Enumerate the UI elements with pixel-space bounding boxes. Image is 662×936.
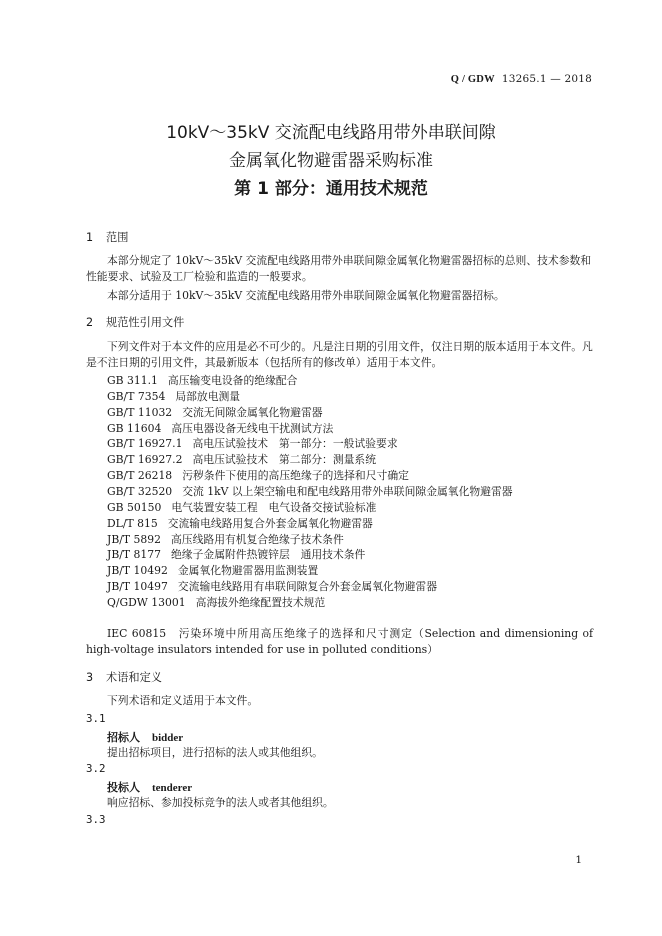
reference-item: [107, 373, 297, 388]
reference-title: 高压电器设备无线电干扰测试方法: [171, 421, 334, 435]
reference-item: [107, 389, 240, 404]
reference-item: [107, 547, 365, 562]
standard-number: [451, 73, 592, 85]
page-number: 1: [575, 854, 582, 866]
section-1-paragraph-2: 本部分适用于 10kV～35kV 交流配电线路用带外串联间隙金属氧化物避雷器招标。: [107, 289, 505, 302]
reference-code: GB 311.1: [107, 374, 158, 387]
reference-item: [107, 563, 318, 578]
term-heading: [107, 779, 192, 795]
reference-code: GB/T 11032: [107, 405, 173, 419]
section-title: 术语和定义: [106, 671, 162, 684]
reference-code: GB 50150: [107, 500, 162, 514]
reference-code: GB/T 16927.1: [107, 437, 183, 451]
section-2-heading: [86, 314, 184, 330]
section-3-intro: 下列术语和定义适用于本文件。: [107, 694, 259, 707]
section-2-intro: 下列文件对于本文件的应用是必不可少的。凡是注日期的引用文件，仅注日期的版本适用于本文件。凡是不注日期的引用文件，其最新版本（包括所有的修改单）适用于本文件。: [86, 340, 593, 369]
reference-code: GB/T 7354: [107, 389, 166, 403]
reference-title: 交流无间隙金属氧化物避雷器: [182, 405, 323, 419]
reference-code: GB/T 26218: [107, 469, 173, 483]
reference-code: JB/T 8177: [107, 548, 162, 562]
reference-item: [107, 452, 376, 467]
section-title: 规范性引用文件: [106, 316, 185, 329]
reference-item: [107, 405, 323, 420]
reference-item: [107, 595, 325, 610]
term-heading: [107, 729, 183, 745]
reference-item: [107, 532, 344, 547]
section-number: 2: [86, 316, 94, 329]
section-1-paragraph-1: 本部分规定了 10kV～35kV 交流配电线路用带外串联间隙金属氧化物避雷器招标的总则、技术参数和性能要求、试验及工厂检验和监造的一般要求。: [86, 254, 592, 283]
section-1-heading: [86, 229, 128, 245]
section-number: 1: [86, 231, 94, 244]
reference-title: 高海拔外绝缘配置技术规范: [195, 595, 326, 609]
standard-prefix: Q / GDW: [450, 74, 495, 85]
reference-code: GB/T 16927.2: [107, 453, 183, 467]
section-number: 3: [86, 671, 94, 684]
term-en: bidder: [152, 732, 184, 744]
reference-code: GB 11604: [107, 421, 162, 435]
reference-title: 交流输电线路用有串联间隙复合外套金属氧化物避雷器: [177, 580, 438, 594]
reference-title: 金属氧化物避雷器用监测装置: [177, 564, 319, 578]
reference-item: [107, 421, 333, 436]
reference-code: GB/T 32520: [107, 484, 173, 498]
term-number: 3.1: [86, 712, 106, 725]
term-number: 3.3: [86, 813, 106, 826]
term-definition: 提出招标项目，进行招标的法人或其他组织。: [107, 746, 323, 759]
reference-title: 局部放电测量: [175, 389, 241, 403]
reference-code: JB/T 10492: [107, 564, 168, 578]
title-line-2: 金属氧化物避雷器采购标准: [229, 151, 433, 171]
reference-title: 高电压试验技术 第一部分：一般试验要求: [192, 437, 398, 451]
reference-item: [107, 484, 513, 499]
reference-item: [107, 516, 373, 531]
title-line-1: 10kV～35kV 交流配电线路用带外串联间隙: [166, 123, 496, 143]
reference-code: Q/GDW 13001: [107, 595, 186, 609]
term-cn: 招标人: [107, 731, 140, 744]
term-definition: 响应招标、参加投标竞争的法人或者其他组织。: [107, 796, 334, 809]
term-en: tenderer: [152, 782, 193, 794]
reference-title: 污秽条件下使用的高压绝缘子的选择和尺寸确定: [182, 469, 409, 483]
reference-iec-line-2: high-voltage insulators intended for use in polluted conditions）: [86, 643, 439, 656]
reference-code: JB/T 10497: [107, 580, 168, 594]
section-title: 范围: [106, 231, 129, 244]
standard-code: 13265.1 — 2018: [501, 73, 592, 85]
reference-item: [107, 579, 437, 594]
reference-title: 绝缘子金属附件热镀锌层 通用技术条件: [171, 548, 366, 562]
reference-code: JB/T 5892: [107, 532, 162, 546]
term-cn: 投标人: [107, 781, 140, 794]
reference-title: 高压输变电设备的绝缘配合: [167, 374, 298, 387]
reference-code: DL/T 815: [107, 516, 158, 530]
reference-title: 交流输电线路用复合外套金属氧化物避雷器: [167, 516, 373, 530]
section-3-heading: [86, 669, 162, 685]
reference-title: 电气装置安装工程 电气设备交接试验标准: [171, 500, 377, 514]
reference-title: 交流 1kV 以上架空输电和配电线路用带外串联间隙金属氧化物避雷器: [182, 484, 513, 498]
reference-item: [107, 500, 376, 515]
term-number: 3.2: [86, 762, 106, 775]
reference-title: 高电压试验技术 第二部分：测量系统: [192, 453, 377, 467]
reference-item: [107, 436, 398, 451]
reference-item: [107, 468, 409, 483]
title-line-3: 第 1 部分：通用技术规范: [234, 179, 428, 199]
reference-title: 高压线路用有机复合绝缘子技术条件: [171, 532, 344, 546]
reference-iec-line-1: IEC 60815 污染环境中所用高压绝缘子的选择和尺寸测定（Selection and dimensioning of: [107, 627, 593, 640]
